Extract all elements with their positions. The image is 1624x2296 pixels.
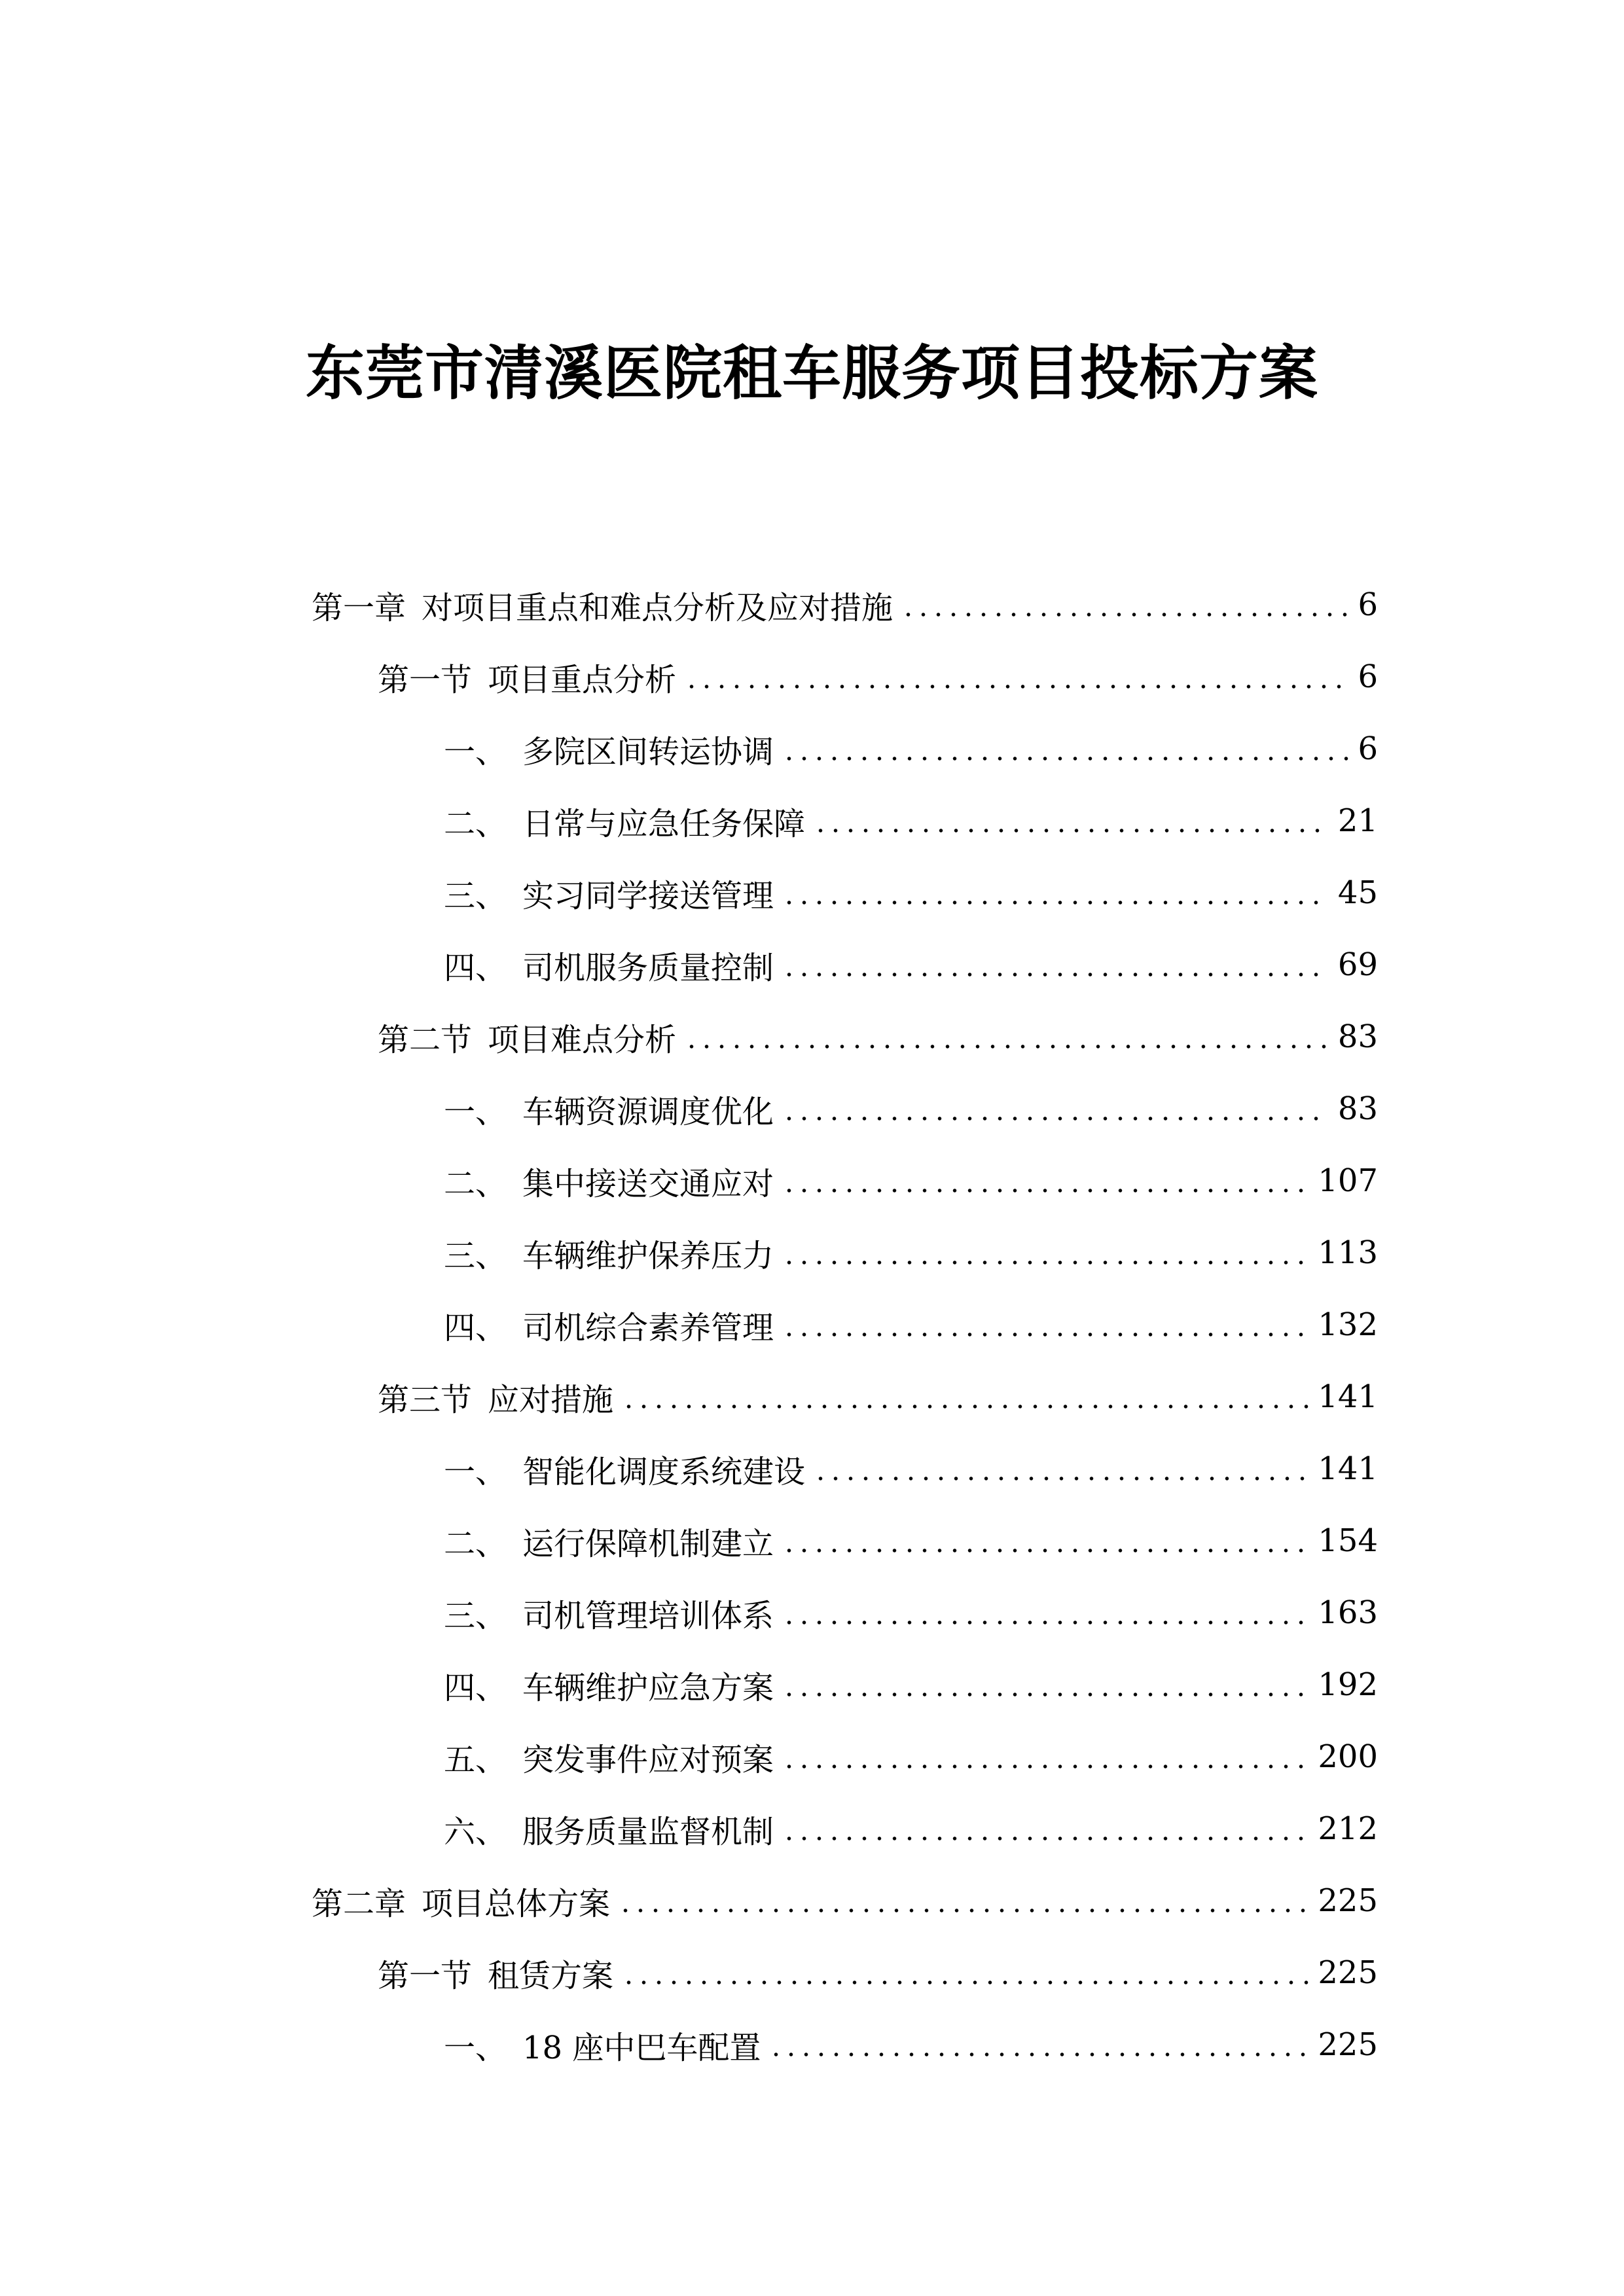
toc-dot-leader — [782, 756, 1348, 761]
toc-dot-leader — [621, 1980, 1308, 1985]
toc-item-label: 六、 — [444, 1813, 507, 1850]
toc-item-label: 二、 — [444, 1525, 507, 1562]
toc-dot-leader — [813, 1476, 1308, 1481]
toc-item-entry — [312, 785, 1378, 857]
toc-page-number: 154 — [1318, 1522, 1378, 1559]
toc-item-label: 一、 — [444, 1453, 507, 1490]
toc-item-entry — [312, 713, 1378, 785]
toc-item-title: 突发事件应对预案 — [522, 1741, 774, 1778]
toc-item-label: 三、 — [444, 1597, 507, 1634]
toc-item-label: 一、 — [444, 733, 507, 770]
toc-page-number: 225 — [1318, 1954, 1378, 1991]
toc-dot-leader — [813, 828, 1329, 833]
toc-dot-leader — [782, 1260, 1308, 1265]
toc-item-label: 四、 — [444, 1309, 507, 1346]
toc-section-entry — [312, 641, 1378, 713]
toc-item-title: 实习同学接送管理 — [522, 877, 774, 914]
toc-item-entry — [312, 1433, 1378, 1505]
toc-section-title: 应对措施 — [488, 1381, 614, 1418]
toc-chapter-label: 第一章 — [312, 589, 406, 626]
toc-item-label: 二、 — [444, 1165, 507, 1202]
toc-dot-leader — [901, 612, 1348, 617]
toc-page-number: 212 — [1318, 1810, 1378, 1847]
toc-item-entry — [312, 1577, 1378, 1649]
toc-item-entry — [312, 1793, 1378, 1865]
toc-item-label: 五、 — [444, 1741, 507, 1778]
toc-page-number: 141 — [1318, 1378, 1378, 1415]
toc-chapter-title: 对项目重点和难点分析及应对措施 — [422, 589, 893, 626]
toc-section-label: 第一节 — [378, 1957, 473, 1994]
toc-item-entry — [312, 2009, 1378, 2081]
toc-item-title: 日常与应急任务保障 — [522, 805, 806, 842]
toc-dot-leader — [618, 1908, 1308, 1913]
toc-item-entry — [312, 1649, 1378, 1721]
toc-item-title: 18 座中巴车配置 — [522, 2029, 761, 2066]
toc-page-number: 113 — [1318, 1234, 1378, 1271]
toc-section-title: 项目重点分析 — [488, 661, 677, 698]
toc-item-title: 司机服务质量控制 — [522, 949, 774, 986]
toc-dot-leader — [768, 2052, 1308, 2057]
toc-page-number: 83 — [1337, 1090, 1378, 1127]
toc-page-number: 163 — [1318, 1594, 1378, 1631]
toc-section-title: 租赁方案 — [488, 1957, 614, 1994]
toc-chapter-entry — [312, 569, 1378, 641]
toc-section-entry — [312, 1361, 1378, 1433]
toc-item-entry — [312, 1289, 1378, 1361]
toc-dot-leader — [782, 900, 1329, 905]
toc-dot-leader — [621, 1404, 1308, 1409]
toc-dot-leader — [782, 972, 1329, 977]
document-title: 东莞市清溪医院租车服务项目投标方案 — [306, 338, 1318, 408]
toc-item-label: 一、 — [444, 2029, 507, 2066]
toc-item-title: 车辆资源调度优化 — [522, 1093, 774, 1130]
toc-item-label: 三、 — [444, 1237, 507, 1274]
toc-item-entry — [312, 1217, 1378, 1289]
toc-dot-leader — [782, 1188, 1308, 1193]
toc-item-title: 司机管理培训体系 — [522, 1597, 774, 1634]
toc-section-label: 第三节 — [378, 1381, 473, 1418]
toc-item-title: 多院区间转运协调 — [522, 733, 774, 770]
toc-item-title: 智能化调度系统建设 — [522, 1453, 806, 1490]
toc-dot-leader — [782, 1548, 1308, 1553]
toc-dot-leader — [684, 1044, 1329, 1049]
toc-section-entry — [312, 1001, 1378, 1073]
toc-item-entry — [312, 1145, 1378, 1217]
toc-item-label: 三、 — [444, 877, 507, 914]
toc-page-number: 6 — [1358, 730, 1378, 767]
toc-dot-leader — [782, 1764, 1308, 1769]
toc-section-label: 第二节 — [378, 1021, 473, 1058]
toc-page-number: 69 — [1337, 946, 1378, 983]
toc-page-number: 83 — [1337, 1018, 1378, 1055]
toc-item-label: 一、 — [444, 1093, 507, 1130]
toc-item-title: 车辆维护应急方案 — [522, 1669, 774, 1706]
toc-chapter-title: 项目总体方案 — [422, 1885, 611, 1922]
toc-page-number: 6 — [1358, 586, 1378, 623]
toc-item-entry — [312, 857, 1378, 929]
toc-item-entry — [312, 929, 1378, 1001]
toc-dot-leader — [782, 1116, 1329, 1121]
toc-section-label: 第一节 — [378, 661, 473, 698]
toc-page-number: 132 — [1318, 1306, 1378, 1343]
toc-chapter-entry — [312, 1865, 1378, 1937]
toc-section-entry — [312, 1937, 1378, 2009]
table-of-contents — [312, 569, 1378, 2081]
toc-dot-leader — [684, 684, 1348, 689]
toc-page-number: 107 — [1318, 1162, 1378, 1199]
toc-dot-leader — [782, 1692, 1308, 1697]
toc-page-number: 192 — [1318, 1666, 1378, 1703]
toc-item-entry — [312, 1505, 1378, 1577]
toc-chapter-label: 第二章 — [312, 1885, 406, 1922]
toc-item-label: 二、 — [444, 805, 507, 842]
toc-item-label: 四、 — [444, 1669, 507, 1706]
toc-dot-leader — [782, 1332, 1308, 1337]
toc-page-number: 6 — [1358, 658, 1378, 695]
toc-page-number: 45 — [1337, 874, 1378, 911]
toc-page-number: 141 — [1318, 1450, 1378, 1487]
toc-page-number: 200 — [1318, 1738, 1378, 1775]
toc-dot-leader — [782, 1620, 1308, 1625]
toc-dot-leader — [782, 1836, 1308, 1841]
toc-item-title: 车辆维护保养压力 — [522, 1237, 774, 1274]
toc-item-title: 司机综合素养管理 — [522, 1309, 774, 1346]
toc-item-title: 运行保障机制建立 — [522, 1525, 774, 1562]
toc-section-title: 项目难点分析 — [488, 1021, 677, 1058]
toc-item-entry — [312, 1073, 1378, 1145]
toc-item-entry — [312, 1721, 1378, 1793]
toc-item-label: 四、 — [444, 949, 507, 986]
toc-item-title: 服务质量监督机制 — [522, 1813, 774, 1850]
toc-page-number: 225 — [1318, 1882, 1378, 1919]
toc-item-title: 集中接送交通应对 — [522, 1165, 774, 1202]
toc-page-number: 225 — [1318, 2026, 1378, 2063]
toc-page-number: 21 — [1337, 802, 1378, 839]
